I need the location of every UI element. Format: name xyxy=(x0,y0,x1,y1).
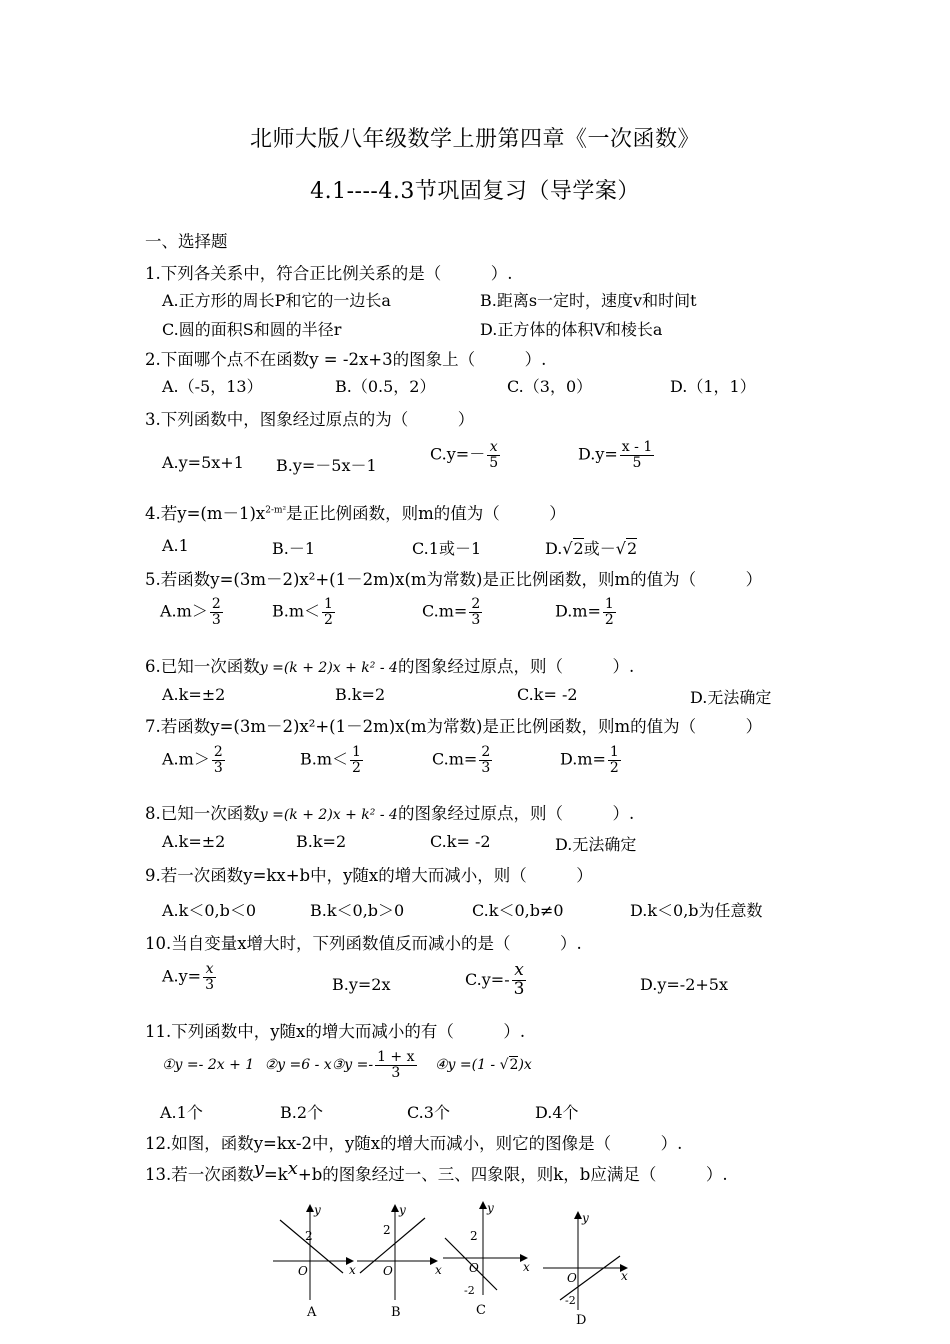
q10-a-num: x xyxy=(203,962,216,978)
graph-a-x-label: x xyxy=(349,1263,356,1277)
q8-equation: y =(k + 2)x + k² - 4 xyxy=(259,807,398,823)
q2-option-b: B.（0.5，2） xyxy=(335,377,436,396)
q5-option-c xyxy=(422,597,484,627)
q6-stem-suffix: 的图象经过原点，则（ ）. xyxy=(397,657,635,676)
q11-option-b: B.2个 xyxy=(280,1103,324,1122)
q5-stem: 5.若函数y=(3m－2)x²+(1－2m)x(m为常数)是正比例函数，则m的值为（ ） xyxy=(145,570,763,589)
q6-stem-prefix: 6.已知一次函数 xyxy=(145,657,260,676)
q1-option-c: C.圆的面积S和圆的半径r xyxy=(162,320,342,339)
q13-stem-suffix: +b的图象经过一、三、四象限，则k，b应满足（ ）. xyxy=(297,1165,728,1184)
q2-option-d: D.（1，1） xyxy=(670,377,756,396)
q9-option-c: C.k＜0,b≠0 xyxy=(472,901,564,920)
q5-option-d xyxy=(555,597,618,627)
page-title: 北师大版八年级数学上册第四章《一次函数》 xyxy=(249,127,700,152)
q10-c-prefix: C.y=- xyxy=(465,969,510,989)
q7-c-prefix: C.m= xyxy=(432,749,478,769)
q4-option-a: A.1 xyxy=(162,536,189,555)
q10-option-b: B.y=2x xyxy=(332,975,391,994)
q10-option-a xyxy=(162,962,218,992)
graph-a xyxy=(273,1203,356,1320)
q7-option-c xyxy=(432,745,494,775)
section-heading: 一、选择题 xyxy=(145,232,228,251)
page-subtitle: 4.1----4.3节巩固复习（导学案） xyxy=(310,179,640,204)
q7-c-fraction xyxy=(479,745,492,775)
q11-option-c: C.3个 xyxy=(407,1103,450,1122)
graph-b-intercept: 2 xyxy=(383,1223,391,1237)
graph-b-y-label: y xyxy=(399,1203,406,1217)
q8-option-c: C.k= -2 xyxy=(430,832,491,851)
q3-c-denominator: 5 xyxy=(489,454,499,471)
q5-option-b xyxy=(272,597,337,627)
q5-c-den: 3 xyxy=(471,611,481,628)
q8-stem xyxy=(145,800,634,824)
q3-d-denominator: 5 xyxy=(632,454,642,471)
q5-c-num: 2 xyxy=(471,596,481,612)
graph-d-intercept: -2 xyxy=(565,1294,576,1307)
q5-d-fraction xyxy=(603,597,616,627)
q6-equation: y =(k + 2)x + k² - 4 xyxy=(259,660,398,676)
q3-d-fraction xyxy=(620,440,654,470)
q7-option-a xyxy=(162,745,227,775)
graph-a-intercept: 2 xyxy=(305,1229,313,1243)
q8-option-b: B.k=2 xyxy=(296,832,347,851)
q5-d-den: 2 xyxy=(604,611,614,628)
q11-function-2: ②y =6 - x xyxy=(264,1057,332,1074)
q3-option-c xyxy=(430,440,502,470)
q2-option-a: A.（-5，13） xyxy=(162,377,263,396)
q7-d-num: 1 xyxy=(609,744,619,760)
q4-option-c: C.1或－1 xyxy=(412,539,482,558)
graph-c-intercept-top: 2 xyxy=(470,1229,478,1243)
q7-d-prefix: D.m= xyxy=(560,749,606,769)
q7-a-fraction xyxy=(212,745,225,775)
q13-stem xyxy=(145,1158,728,1185)
q5-b-den: 2 xyxy=(324,611,333,628)
q4-option-d: D.√2或－√2 xyxy=(545,539,638,558)
graph-d xyxy=(543,1211,628,1328)
q11-option-d: D.4个 xyxy=(535,1103,579,1122)
q7-b-num: 1 xyxy=(352,744,361,760)
q3-d-prefix: D.y= xyxy=(578,444,618,464)
q13-eq: =k xyxy=(263,1165,288,1184)
q4-exponent: 2-m² xyxy=(265,505,287,516)
q9-stem: 9.若一次函数y=kx+b中，y随x的增大而减小，则（ ） xyxy=(145,866,593,885)
graph-c-label: C xyxy=(476,1303,486,1318)
q6-option-b: B.k=2 xyxy=(335,685,386,704)
graph-d-y-label: y xyxy=(582,1211,589,1225)
q13-y: y xyxy=(253,1158,264,1179)
q13-x: x xyxy=(287,1158,298,1179)
q3-option-a: A.y=5x+1 xyxy=(162,453,244,472)
q3-d-numerator: x - 1 xyxy=(621,439,653,455)
q12-stem: 12.如图，函数y=kx-2中，y随x的增大而减小，则它的图像是（ ）. xyxy=(145,1134,683,1153)
q11-functions: ①y =- 2x + 1 ②y =6 - x③y =- $\frac{1 + x}{3}$ ④y =(1 - √2)x xyxy=(162,1049,532,1081)
graph-a-y-label: y xyxy=(314,1203,321,1217)
graph-c-y-label: y xyxy=(487,1201,494,1215)
q4-d-radicand-1: 2 xyxy=(573,539,584,558)
q1-option-d: D.正方体的体积V和棱长a xyxy=(480,320,663,339)
q1-stem: 1.下列各关系中，符合正比例关系的是（ ）. xyxy=(145,264,513,283)
q4-stem-prefix: 4.若y=(m－1)x xyxy=(145,504,266,523)
q11-function-4-prefix: ④y =(1 - xyxy=(434,1057,500,1074)
q11-option-a: A.1个 xyxy=(160,1103,203,1122)
q2-stem: 2.下面哪个点不在函数y = -2x+3的图象上（ ）. xyxy=(145,350,547,369)
graph-b-x-label: x xyxy=(435,1263,442,1277)
q1-option-b: B.距离s一定时，速度v和时间t xyxy=(480,291,697,310)
q5-option-a xyxy=(160,597,225,627)
q11-f3-num: 1 + x xyxy=(377,1049,415,1065)
q3-c-prefix: C.y=－ xyxy=(430,444,486,464)
q7-c-num: 2 xyxy=(481,744,491,760)
q6-option-c: C.k= -2 xyxy=(517,685,578,704)
graph-b xyxy=(357,1203,442,1320)
graph-c-origin: O xyxy=(469,1261,479,1275)
q10-stem: 10.当自变量x增大时，下列函数值反而减小的是（ ）. xyxy=(145,934,582,953)
q5-b-prefix: B.m＜ xyxy=(272,601,321,621)
q5-b-num: 1 xyxy=(324,596,333,612)
q11-function-3-prefix: ③y =- xyxy=(331,1057,374,1074)
q7-b-prefix: B.m＜ xyxy=(300,749,349,769)
q4-d-radicand-2: 2 xyxy=(626,539,638,558)
q10-option-d: D.y=-2+5x xyxy=(640,975,728,994)
q5-d-num: 1 xyxy=(604,596,614,612)
q11-function-4-radicand: 2 xyxy=(509,1057,519,1074)
graph-b-label: B xyxy=(391,1305,401,1320)
q3-option-b: B.y=－5x－1 xyxy=(276,456,377,475)
q4-d-or: 或－ xyxy=(583,539,616,558)
q7-d-fraction xyxy=(608,745,621,775)
q4-stem xyxy=(145,500,566,524)
q7-a-den: 3 xyxy=(213,759,223,776)
q2-option-c: C.（3，0） xyxy=(507,377,593,396)
q8-option-a: A.k=±2 xyxy=(162,832,226,851)
q3-c-fraction xyxy=(487,440,500,470)
q4-stem-suffix: 是正比例函数，则m的值为（ ） xyxy=(286,504,566,523)
q5-a-num: 2 xyxy=(211,596,221,612)
q7-b-fraction xyxy=(350,745,363,775)
q10-a-fraction xyxy=(203,962,216,992)
q9-option-a: A.k＜0,b＜0 xyxy=(162,901,257,920)
q7-option-d xyxy=(560,745,623,775)
q3-option-d xyxy=(578,440,656,470)
q5-d-prefix: D.m= xyxy=(555,601,601,621)
q5-c-prefix: C.m= xyxy=(422,601,468,621)
q5-b-fraction xyxy=(322,597,335,627)
graph-d-label: D xyxy=(576,1313,587,1328)
q11-function-4-suffix: )x xyxy=(518,1057,532,1074)
q4-option-b: B.－1 xyxy=(272,539,316,558)
q5-c-fraction xyxy=(469,597,482,627)
q1-option-a: A.正方形的周长P和它的一边长a xyxy=(162,291,391,310)
q11-function-1: ①y =- 2x + 1 xyxy=(162,1057,255,1074)
q5-a-den: 3 xyxy=(211,611,221,628)
graph-c-x-label: x xyxy=(523,1260,530,1274)
graph-a-label: A xyxy=(307,1305,317,1320)
q8-stem-suffix: 的图象经过原点，则（ ）. xyxy=(397,804,635,823)
q8-stem-prefix: 8.已知一次函数 xyxy=(145,804,260,823)
q9-option-b: B.k＜0,b＞0 xyxy=(310,901,405,920)
q3-c-numerator: x xyxy=(487,440,500,456)
q6-stem xyxy=(145,653,634,677)
q8-option-d: D.无法确定 xyxy=(555,835,637,854)
q6-option-a: A.k=±2 xyxy=(162,685,226,704)
q10-a-den: 3 xyxy=(205,976,215,993)
q10-option-c xyxy=(465,962,528,999)
q4-d-prefix: D. xyxy=(545,539,563,558)
q12-graphs xyxy=(265,1200,665,1330)
graph-c-intercept-bottom: -2 xyxy=(464,1284,475,1297)
q7-c-den: 3 xyxy=(481,759,491,776)
graph-b-origin: O xyxy=(383,1264,393,1278)
q11-stem: 11.下列函数中，y随x的增大而减小的有（ ）. xyxy=(145,1022,526,1041)
graph-a-origin: O xyxy=(298,1264,308,1278)
q7-b-den: 2 xyxy=(352,759,361,776)
q10-c-num: x xyxy=(512,962,527,981)
graph-d-origin: O xyxy=(567,1271,577,1285)
q11-f3-den: 3 xyxy=(391,1064,401,1081)
q10-a-prefix: A.y= xyxy=(162,966,202,986)
q6-option-d: D.无法确定 xyxy=(690,688,772,707)
q10-c-fraction xyxy=(512,962,527,999)
q5-a-prefix: A.m＞ xyxy=(160,601,208,621)
q7-option-b xyxy=(300,745,365,775)
q13-stem-prefix: 13.若一次函数 xyxy=(145,1165,254,1184)
q7-d-den: 2 xyxy=(609,759,619,776)
q7-stem: 7.若函数y=(3m－2)x²+(1－2m)x(m为常数)是正比例函数，则m的值为（ ） xyxy=(145,717,763,736)
graph-d-x-label: x xyxy=(621,1269,628,1283)
q11-function-3-fraction xyxy=(375,1050,416,1080)
q5-a-fraction xyxy=(210,597,223,627)
q3-stem: 3.下列函数中，图象经过原点的为（ ） xyxy=(145,410,475,429)
graph-c xyxy=(443,1201,530,1318)
q9-option-d: D.k＜0,b为任意数 xyxy=(630,901,763,920)
q10-c-den: 3 xyxy=(513,978,525,999)
q7-a-num: 2 xyxy=(213,744,223,760)
q7-a-prefix: A.m＞ xyxy=(162,749,210,769)
